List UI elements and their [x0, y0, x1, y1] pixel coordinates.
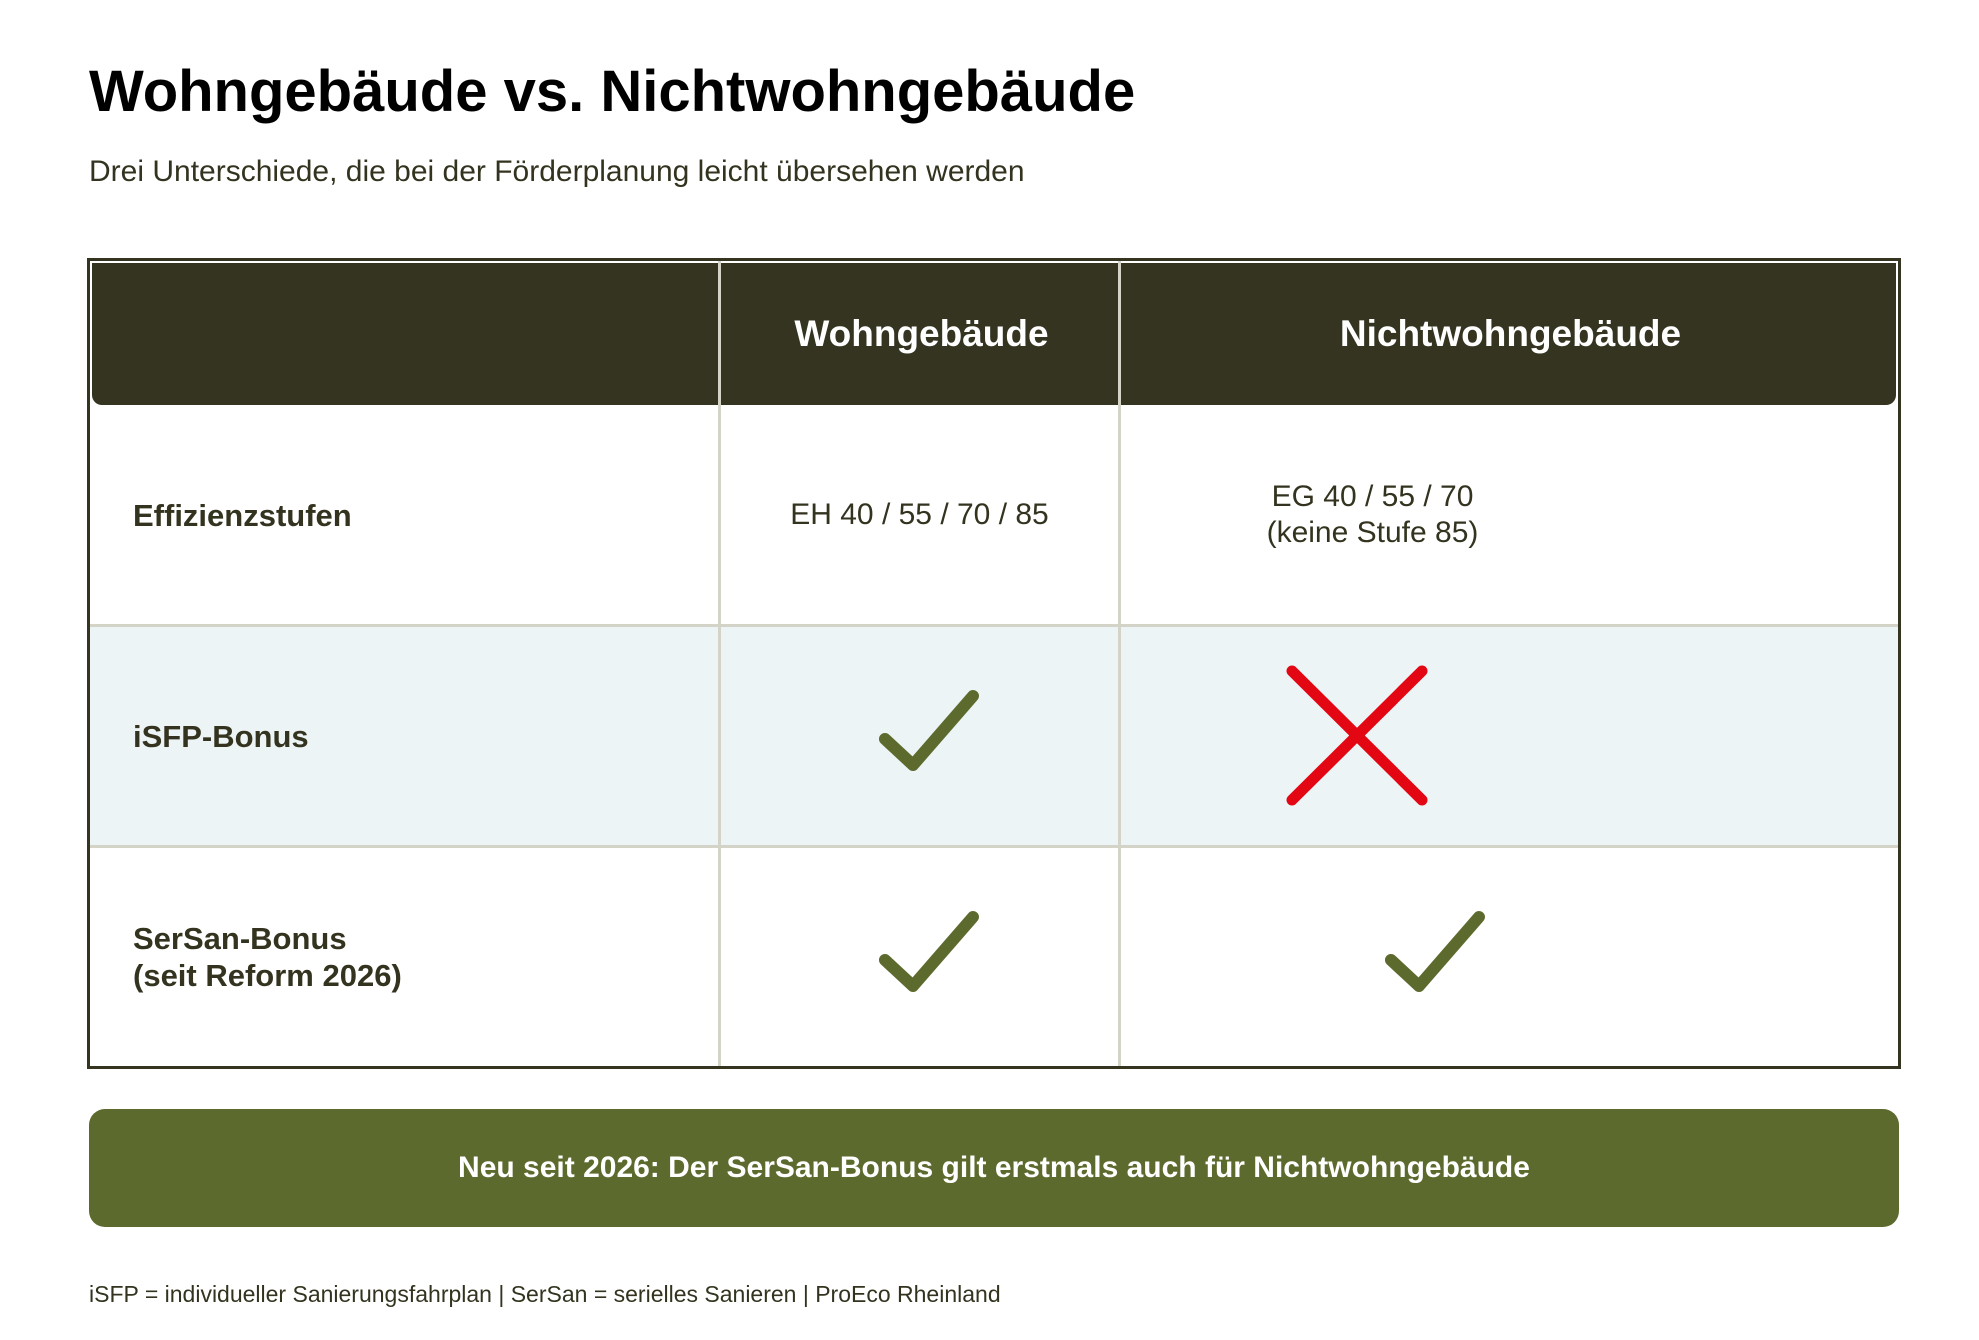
header-cell-empty	[92, 263, 720, 405]
cross-icon	[1280, 659, 1435, 814]
column-divider	[718, 261, 721, 1066]
row-label-line: SerSan-Bonus	[133, 921, 347, 956]
check-icon	[1384, 910, 1494, 1000]
check-icon	[878, 910, 988, 1000]
header-cell-wohngebaeude: Wohngebäude	[794, 313, 1049, 354]
comparison-table	[87, 258, 1901, 1069]
cell-text: EH 40 / 55 / 70 / 85	[790, 498, 1049, 531]
row-label-line: Effizienzstufen	[133, 497, 352, 533]
table-row-sersan-bonus	[90, 848, 1898, 1066]
cell-wohn-effizienzstufen	[721, 405, 1118, 625]
table-row-isfp-bonus	[90, 627, 1898, 845]
cell-nichtwohn-effizienzstufen	[1121, 405, 1624, 625]
column-divider	[1118, 261, 1121, 1066]
footer-note: iSFP = individueller Sanierungsfahrplan | SerSan = serielles Sanieren | ProEco Rheinland	[89, 1281, 1001, 1307]
row-label	[133, 405, 352, 625]
page-subtitle: Drei Unterschiede, die bei der Förderplanung leicht übersehen werden	[89, 155, 1025, 188]
row-label	[133, 627, 309, 845]
row-label-line: (seit Reform 2026)	[133, 958, 402, 993]
header-cell-nichtwohngebaeude: Nichtwohngebäude	[1339, 313, 1682, 354]
row-label	[133, 848, 402, 1066]
table-header	[92, 263, 1896, 405]
row-label-line: iSFP-Bonus	[133, 718, 309, 754]
cell-text: (keine Stufe 85)	[1266, 516, 1479, 549]
table-row-effizienzstufen	[90, 405, 1898, 625]
info-banner: Neu seit 2026: Der SerSan-Bonus gilt erstmals auch für Nichtwohngebäude	[89, 1109, 1899, 1227]
page-title: Wohngebäude vs. Nichtwohngebäude	[89, 59, 1136, 124]
check-icon	[878, 689, 988, 779]
cell-text: EG 40 / 55 / 70	[1271, 480, 1474, 513]
